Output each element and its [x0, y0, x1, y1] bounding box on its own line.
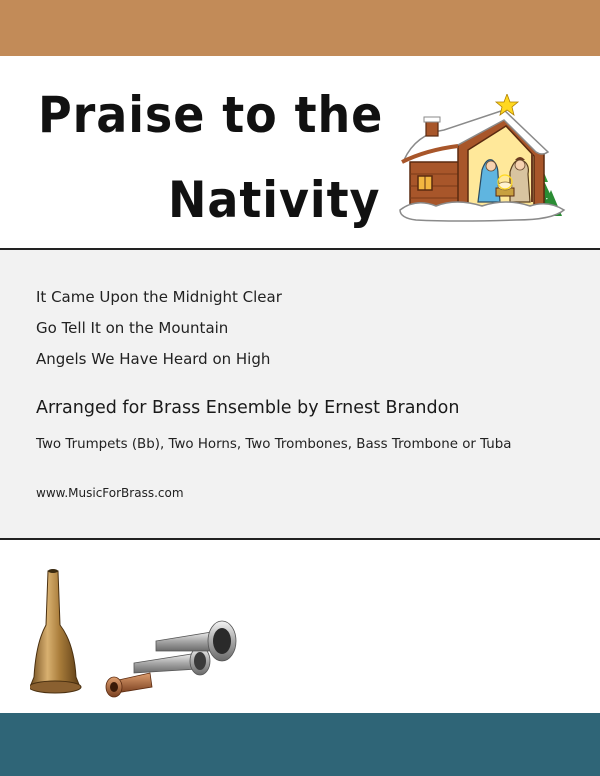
title-line-2: Nativity: [168, 171, 381, 229]
top-color-band: [0, 0, 600, 56]
bottom-divider: [0, 538, 600, 540]
arranger-credit: Arranged for Brass Ensemble by Ernest Brandon: [36, 398, 460, 418]
title-area: [0, 56, 600, 249]
title-line-1: Praise to the: [38, 86, 384, 144]
song-title: Angels We Have Heard on High: [36, 350, 271, 368]
brass-mouthpieces-illustration: [30, 565, 245, 710]
song-title: Go Tell It on the Mountain: [36, 319, 229, 337]
website-link[interactable]: www.MusicForBrass.com: [36, 486, 184, 500]
song-title: It Came Upon the Midnight Clear: [36, 288, 282, 306]
bottom-color-band: [0, 713, 600, 776]
info-panel: [0, 250, 600, 538]
instrumentation: Two Trumpets (Bb), Two Horns, Two Trombones, Bass Trombone or Tuba: [36, 437, 512, 452]
nativity-scene-illustration: [396, 94, 566, 224]
